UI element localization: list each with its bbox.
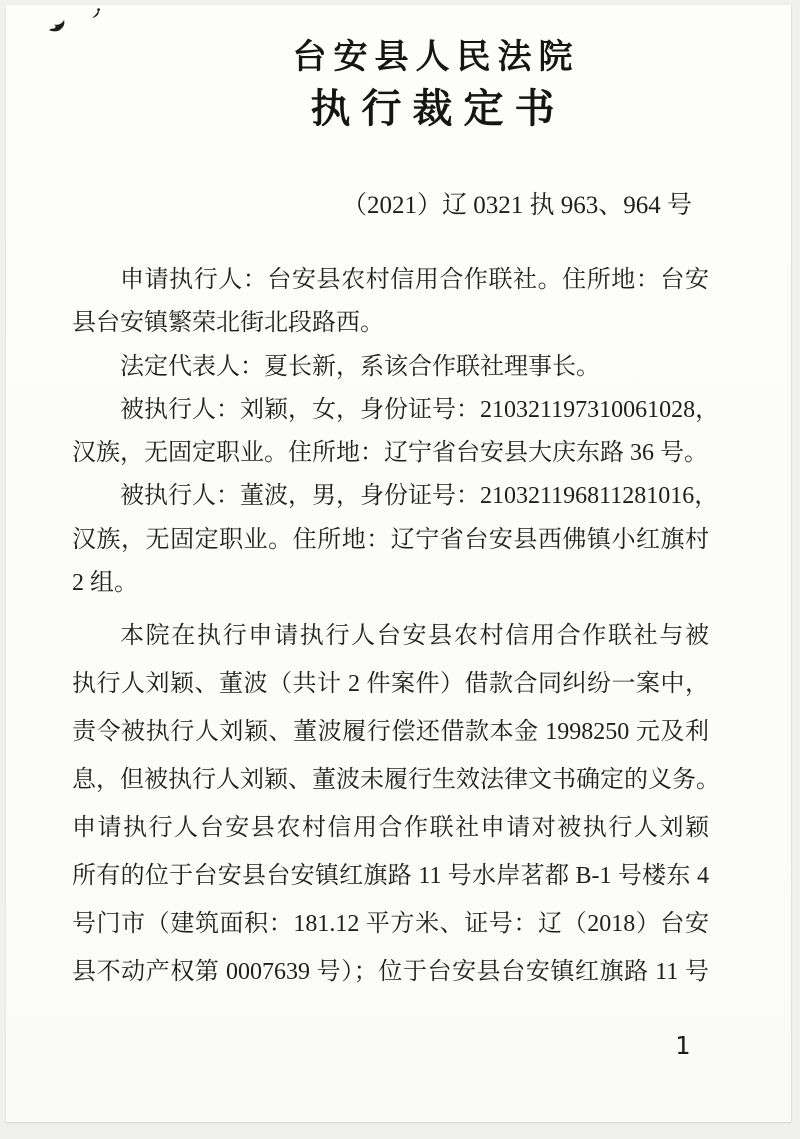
body-line: 汉族，无固定职业。住所地：辽宁省台安县大庆东路 36 号。 [72,440,708,467]
body-line: 责令被执行人刘颖、董波履行偿还借款本金 1998250 元及利 [72,719,709,745]
body-line: 所有的位于台安县台安镇红旗路 11 号水岸茗都 B-1 号楼东 4 [72,863,709,889]
body-line: 被执行人：刘颖，女，身份证号：210321197310061028， [120,396,720,423]
case-number: （2021）辽 0321 执 963、964 号 [341,192,692,219]
body-line: 汉族，无固定职业。住所地：辽宁省台安县西佛镇小红旗村 [72,526,709,553]
body-line: 申请执行人：台安县农村信用合作联社。住所地：台安 [120,267,709,293]
page-number: 1 [675,1031,691,1060]
page-bottom-edge [6,1122,791,1123]
body-line: 本院在执行申请执行人台安县农村信用合作联社与被 [120,623,709,649]
body-line: 被执行人：董波，男，身份证号：210321196811281016， [120,483,719,510]
body-line: 执行人刘颖、董波（共计 2 件案件）借款合同纠纷一案中， [72,671,709,697]
body-line: 法定代表人：夏长新，系该合作联社理事长。 [120,353,600,380]
document-page [6,5,791,1122]
body-text-lower [72,612,720,996]
ink-mark-icon [90,7,103,25]
body-line: 息，但被执行人刘颖、董波未履行生效法律文书确定的义务。 [72,767,720,793]
body-text-upper [72,259,720,605]
body-line: 县台安镇繁荣北街北段路西。 [72,310,384,337]
body-line: 县不动产权第 0007639 号）；位于台安县台安镇红旗路 11 号 [72,959,709,985]
document-title: 执行裁定书 [310,86,566,131]
body-line: 申请执行人台安县农村信用合作联社申请对被执行人刘颖 [72,815,709,841]
ink-mark-icon [48,18,70,39]
court-name-title: 台安县人民法院 [292,39,580,76]
body-line: 2 组。 [72,570,138,597]
body-line: 号门市（建筑面积：181.12 平方米、证号：辽（2018）台安 [72,911,709,937]
